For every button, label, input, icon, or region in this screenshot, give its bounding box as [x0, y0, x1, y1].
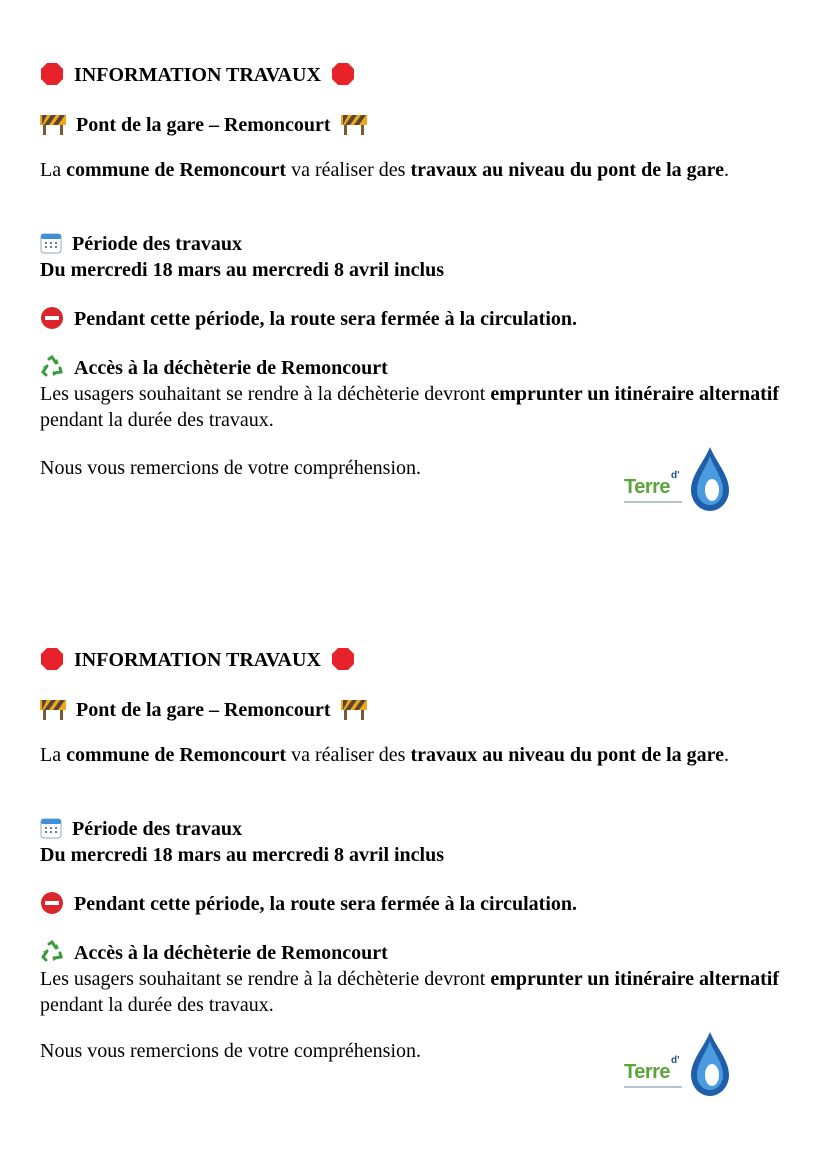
recycle-icon	[40, 355, 64, 379]
intro-commune: commune de Remoncourt	[66, 159, 287, 181]
stop-sign-icon	[40, 647, 64, 671]
period-heading-text: Période des travaux	[72, 233, 242, 255]
logo-name: Terre	[624, 1061, 671, 1083]
intro-text: La	[40, 744, 67, 766]
notice-subtitle	[40, 697, 367, 723]
intro-paragraph	[40, 157, 780, 183]
intro-text: .	[724, 159, 730, 181]
closure-notice	[40, 891, 577, 917]
notice-title	[40, 62, 355, 88]
calendar-icon	[40, 232, 62, 254]
construction-barrier-icon	[40, 113, 66, 135]
notice-title-text: INFORMATION TRAVAUX	[74, 649, 321, 671]
logo-sup: d'	[671, 1055, 680, 1066]
access-paragraph	[40, 381, 780, 433]
notice-title	[40, 647, 355, 673]
access-heading	[40, 355, 388, 381]
stop-sign-icon	[331, 62, 355, 86]
construction-barrier-icon	[40, 698, 66, 720]
period-heading	[40, 231, 242, 257]
intro-text: va réaliser des	[286, 159, 411, 181]
intro-paragraph	[40, 742, 780, 768]
thanks-text: Nous vous remercions de votre compréhension.	[40, 457, 422, 479]
access-text: pendant la durée des travaux.	[40, 994, 274, 1016]
logo-tagline-line	[624, 501, 682, 503]
water-drop-icon	[690, 1031, 730, 1097]
stop-sign-icon	[331, 647, 355, 671]
period-dates: Du mercredi 18 mars au mercredi 8 avril inclus	[40, 844, 445, 866]
access-alternative-route: emprunter un itinéraire alternatif	[490, 383, 780, 405]
period-dates: Du mercredi 18 mars au mercredi 8 avril inclus	[40, 259, 445, 281]
notice-title-text: INFORMATION TRAVAUX	[74, 64, 321, 86]
intro-text: .	[724, 744, 730, 766]
intro-works: travaux au niveau du pont de la gare	[410, 159, 725, 181]
intro-commune: commune de Remoncourt	[66, 744, 287, 766]
calendar-icon	[40, 817, 62, 839]
access-text: pendant la durée des travaux.	[40, 409, 274, 431]
period-heading	[40, 816, 242, 842]
construction-barrier-icon	[341, 113, 367, 135]
terre-logo	[618, 446, 733, 516]
notice-subtitle-text: Pont de la gare – Remoncourt	[76, 114, 331, 136]
intro-text: La	[40, 159, 67, 181]
notice-1	[0, 0, 827, 560]
closure-notice	[40, 306, 577, 332]
logo-sup: d'	[671, 470, 680, 481]
logo-name: Terre	[624, 476, 671, 498]
access-heading-text: Accès à la déchèterie de Remoncourt	[74, 942, 388, 964]
notice-subtitle	[40, 112, 367, 138]
construction-barrier-icon	[341, 698, 367, 720]
access-text: Les usagers souhaitant se rendre à la déchèterie devront	[40, 383, 491, 405]
no-entry-icon	[40, 306, 64, 330]
no-entry-icon	[40, 891, 64, 915]
intro-works: travaux au niveau du pont de la gare	[410, 744, 725, 766]
access-text: Les usagers souhaitant se rendre à la déchèterie devront	[40, 968, 491, 990]
closure-notice-text: Pendant cette période, la route sera fermée à la circulation.	[74, 893, 578, 915]
notice-subtitle-text: Pont de la gare – Remoncourt	[76, 699, 331, 721]
terre-logo	[618, 1031, 733, 1101]
thanks-text: Nous vous remercions de votre compréhension.	[40, 1040, 422, 1062]
access-heading	[40, 940, 388, 966]
access-heading-text: Accès à la déchèterie de Remoncourt	[74, 357, 388, 379]
period-heading-text: Période des travaux	[72, 818, 242, 840]
water-drop-icon	[690, 446, 730, 512]
recycle-icon	[40, 940, 64, 964]
stop-sign-icon	[40, 62, 64, 86]
notice-2	[0, 585, 827, 1145]
access-paragraph	[40, 966, 780, 1018]
logo-tagline-line	[624, 1086, 682, 1088]
access-alternative-route: emprunter un itinéraire alternatif	[490, 968, 780, 990]
intro-text: va réaliser des	[286, 744, 411, 766]
closure-notice-text: Pendant cette période, la route sera fermée à la circulation.	[74, 308, 578, 330]
